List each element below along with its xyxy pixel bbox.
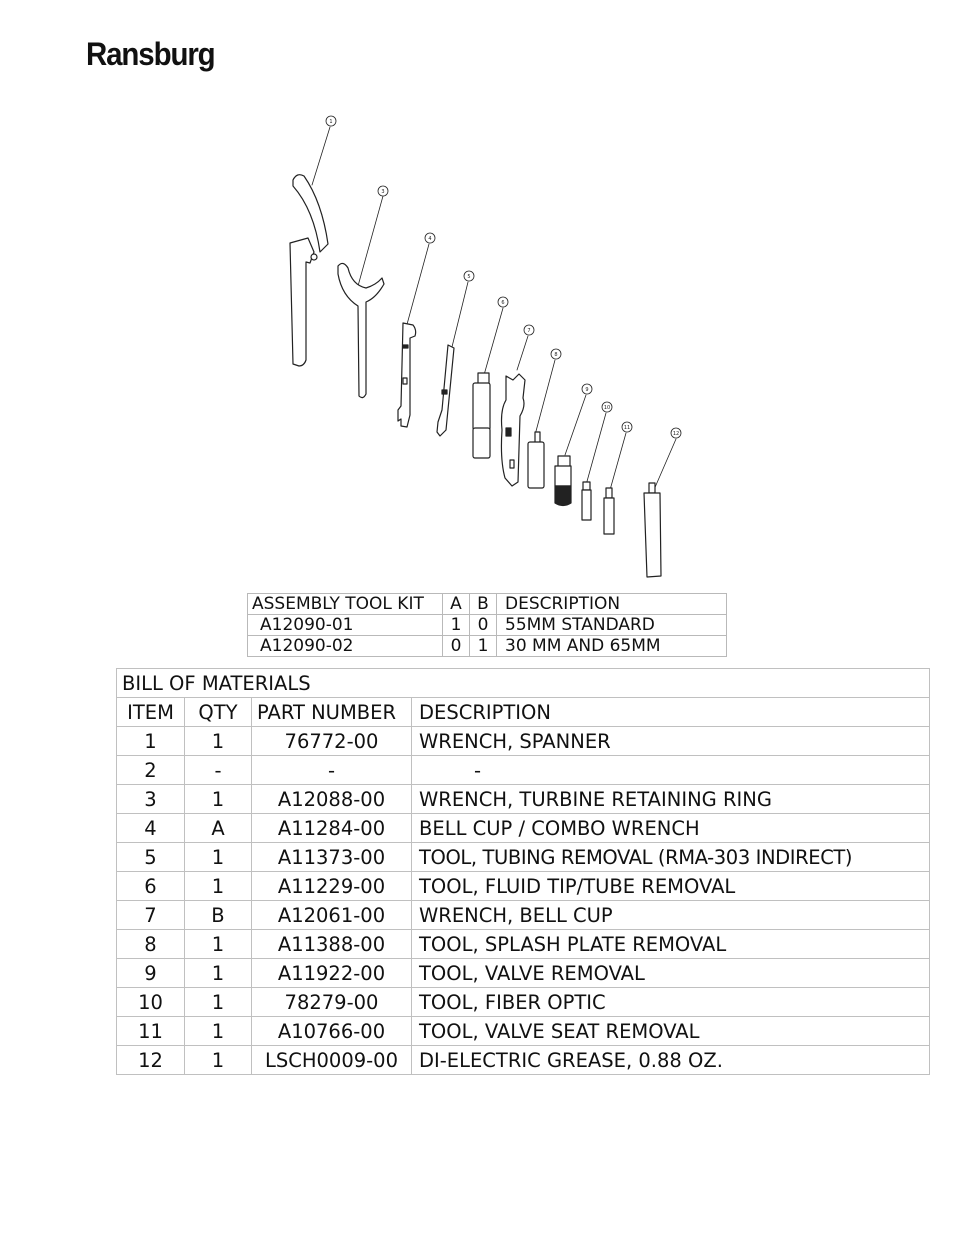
retaining-ring-wrench-part: [338, 263, 384, 397]
bom-cell-description: DI-ELECTRIC GREASE, 0.88 OZ.: [412, 1046, 930, 1075]
bom-cell-description: WRENCH, BELL CUP: [412, 901, 930, 930]
bom-cell-part-number: LSCH0009-00: [252, 1046, 412, 1075]
bom-cell-qty: 1: [185, 843, 252, 872]
bom-cell-qty: 1: [185, 872, 252, 901]
bom-row: [117, 727, 930, 756]
callout-8: [551, 349, 561, 359]
callout-9-label: 9: [585, 387, 589, 393]
bom-cell-qty: 1: [185, 785, 252, 814]
callout-7: [524, 325, 534, 335]
bom-cell-description: TOOL, VALVE SEAT REMOVAL: [412, 1017, 930, 1046]
bom-cell-qty: 1: [185, 727, 252, 756]
callout-1-label: 1: [329, 119, 333, 125]
bom-cell-item: 4: [117, 814, 185, 843]
callout-12: [671, 428, 681, 438]
bom-cell-item: 3: [117, 785, 185, 814]
bom-cell-item: 5: [117, 843, 185, 872]
splash-plate-tool-part: [528, 432, 544, 488]
bom-row: [117, 756, 930, 785]
bom-row: [117, 1046, 930, 1075]
bom-row: [117, 1017, 930, 1046]
bom-cell-description: -: [412, 756, 930, 785]
callout-5-label: 5: [467, 274, 471, 280]
kit-header-a: A: [443, 594, 470, 615]
bom-cell-description: TOOL, SPLASH PLATE REMOVAL: [412, 930, 930, 959]
bom-cell-part-number: A10766-00: [252, 1017, 412, 1046]
callout-8-label: 8: [554, 352, 558, 358]
fluid-tip-tool-part: [473, 373, 490, 458]
bom-cell-item: 8: [117, 930, 185, 959]
callout-6: [498, 297, 508, 307]
bom-header-item: ITEM: [117, 698, 185, 727]
tubing-removal-tool-part: [437, 345, 454, 436]
bom-header-qty: QTY: [185, 698, 252, 727]
kit-cell-description: 30 MM AND 65MM: [497, 636, 727, 657]
assembly-tool-kit-table: [247, 593, 727, 657]
bom-cell-description: TOOL, VALVE REMOVAL: [412, 959, 930, 988]
bom-cell-part-number: A11284-00: [252, 814, 412, 843]
bom-cell-description: TOOL, TUBING REMOVAL (RMA-303 INDIRECT): [412, 843, 930, 872]
kit-cell-a: 0: [443, 636, 470, 657]
callout-1: [326, 116, 336, 126]
callout-4: [425, 233, 435, 243]
callout-7-label: 7: [527, 328, 531, 334]
bom-row: [117, 901, 930, 930]
kit-header-kit: ASSEMBLY TOOL KIT: [248, 594, 443, 615]
grease-tube-part: [644, 483, 661, 577]
bom-cell-part-number: -: [252, 756, 412, 785]
bom-row: [117, 930, 930, 959]
kit-header-description: DESCRIPTION: [497, 594, 727, 615]
kit-cell-description: 55MM STANDARD: [497, 615, 727, 636]
bom-header-description: DESCRIPTION: [412, 698, 930, 727]
kit-cell-a: 1: [443, 615, 470, 636]
bell-cup-wrench-part: [501, 374, 525, 486]
kit-cell-b: 1: [470, 636, 497, 657]
bom-cell-qty: B: [185, 901, 252, 930]
callout-bubbles: [326, 116, 681, 438]
bom-cell-description: BELL CUP / COMBO WRENCH: [412, 814, 930, 843]
bom-cell-item: 1: [117, 727, 185, 756]
callout-10-label: 10: [603, 405, 611, 411]
bom-row: [117, 843, 930, 872]
kit-cell-number: A12090-01: [248, 615, 443, 636]
callout-3: [378, 186, 388, 196]
bom-cell-qty: 1: [185, 959, 252, 988]
bom-row: [117, 959, 930, 988]
bom-cell-item: 12: [117, 1046, 185, 1075]
kit-header-row: [248, 594, 727, 615]
exploded-tool-drawing: [270, 110, 690, 585]
bom-cell-qty: 1: [185, 930, 252, 959]
bom-row: [117, 872, 930, 901]
valve-seat-tool-part: [604, 488, 614, 534]
bom-cell-item: 7: [117, 901, 185, 930]
bom-title-row: [117, 669, 930, 698]
callout-10: [602, 402, 612, 412]
combo-wrench-part: [398, 323, 416, 427]
bom-row: [117, 814, 930, 843]
kit-row: [248, 615, 727, 636]
kit-cell-b: 0: [470, 615, 497, 636]
bom-cell-qty: 1: [185, 988, 252, 1017]
bom-header-row: [117, 698, 930, 727]
callout-11-label: 11: [623, 425, 631, 431]
bom-cell-description: TOOL, FIBER OPTIC: [412, 988, 930, 1017]
callout-6-label: 6: [501, 300, 505, 306]
bom-title: BILL OF MATERIALS: [117, 669, 930, 698]
bom-cell-part-number: A11388-00: [252, 930, 412, 959]
bom-row: [117, 988, 930, 1017]
kit-row: [248, 636, 727, 657]
callout-9: [582, 384, 592, 394]
bom-row: [117, 785, 930, 814]
bom-cell-item: 6: [117, 872, 185, 901]
spanner-wrench-part: [290, 175, 328, 366]
bill-of-materials-table: [116, 668, 930, 1075]
callout-5: [464, 271, 474, 281]
bom-cell-qty: -: [185, 756, 252, 785]
bom-cell-qty: 1: [185, 1046, 252, 1075]
callout-11: [622, 422, 632, 432]
callout-4-label: 4: [428, 236, 432, 242]
valve-removal-tool-part: [555, 456, 571, 506]
callout-12-label: 12: [672, 431, 680, 437]
bom-cell-item: 11: [117, 1017, 185, 1046]
bom-cell-part-number: A12088-00: [252, 785, 412, 814]
bom-cell-item: 10: [117, 988, 185, 1017]
callout-3-label: 3: [381, 189, 385, 195]
bom-cell-description: TOOL, FLUID TIP/TUBE REMOVAL: [412, 872, 930, 901]
kit-header-b: B: [470, 594, 497, 615]
kit-cell-number: A12090-02: [248, 636, 443, 657]
bom-cell-part-number: A11373-00: [252, 843, 412, 872]
bom-cell-part-number: A12061-00: [252, 901, 412, 930]
bom-cell-qty: 1: [185, 1017, 252, 1046]
bom-cell-part-number: 76772-00: [252, 727, 412, 756]
bom-cell-part-number: A11922-00: [252, 959, 412, 988]
bom-cell-qty: A: [185, 814, 252, 843]
bom-cell-part-number: 78279-00: [252, 988, 412, 1017]
bom-header-part-number: PART NUMBER: [252, 698, 412, 727]
fiber-optic-tool-part: [582, 482, 591, 520]
bom-cell-description: WRENCH, TURBINE RETAINING RING: [412, 785, 930, 814]
bom-cell-description: WRENCH, SPANNER: [412, 727, 930, 756]
leader-lines: [312, 127, 676, 492]
bom-cell-item: 2: [117, 756, 185, 785]
bom-cell-item: 9: [117, 959, 185, 988]
bom-cell-part-number: A11229-00: [252, 872, 412, 901]
brand-logo: Ransburg: [86, 36, 215, 72]
